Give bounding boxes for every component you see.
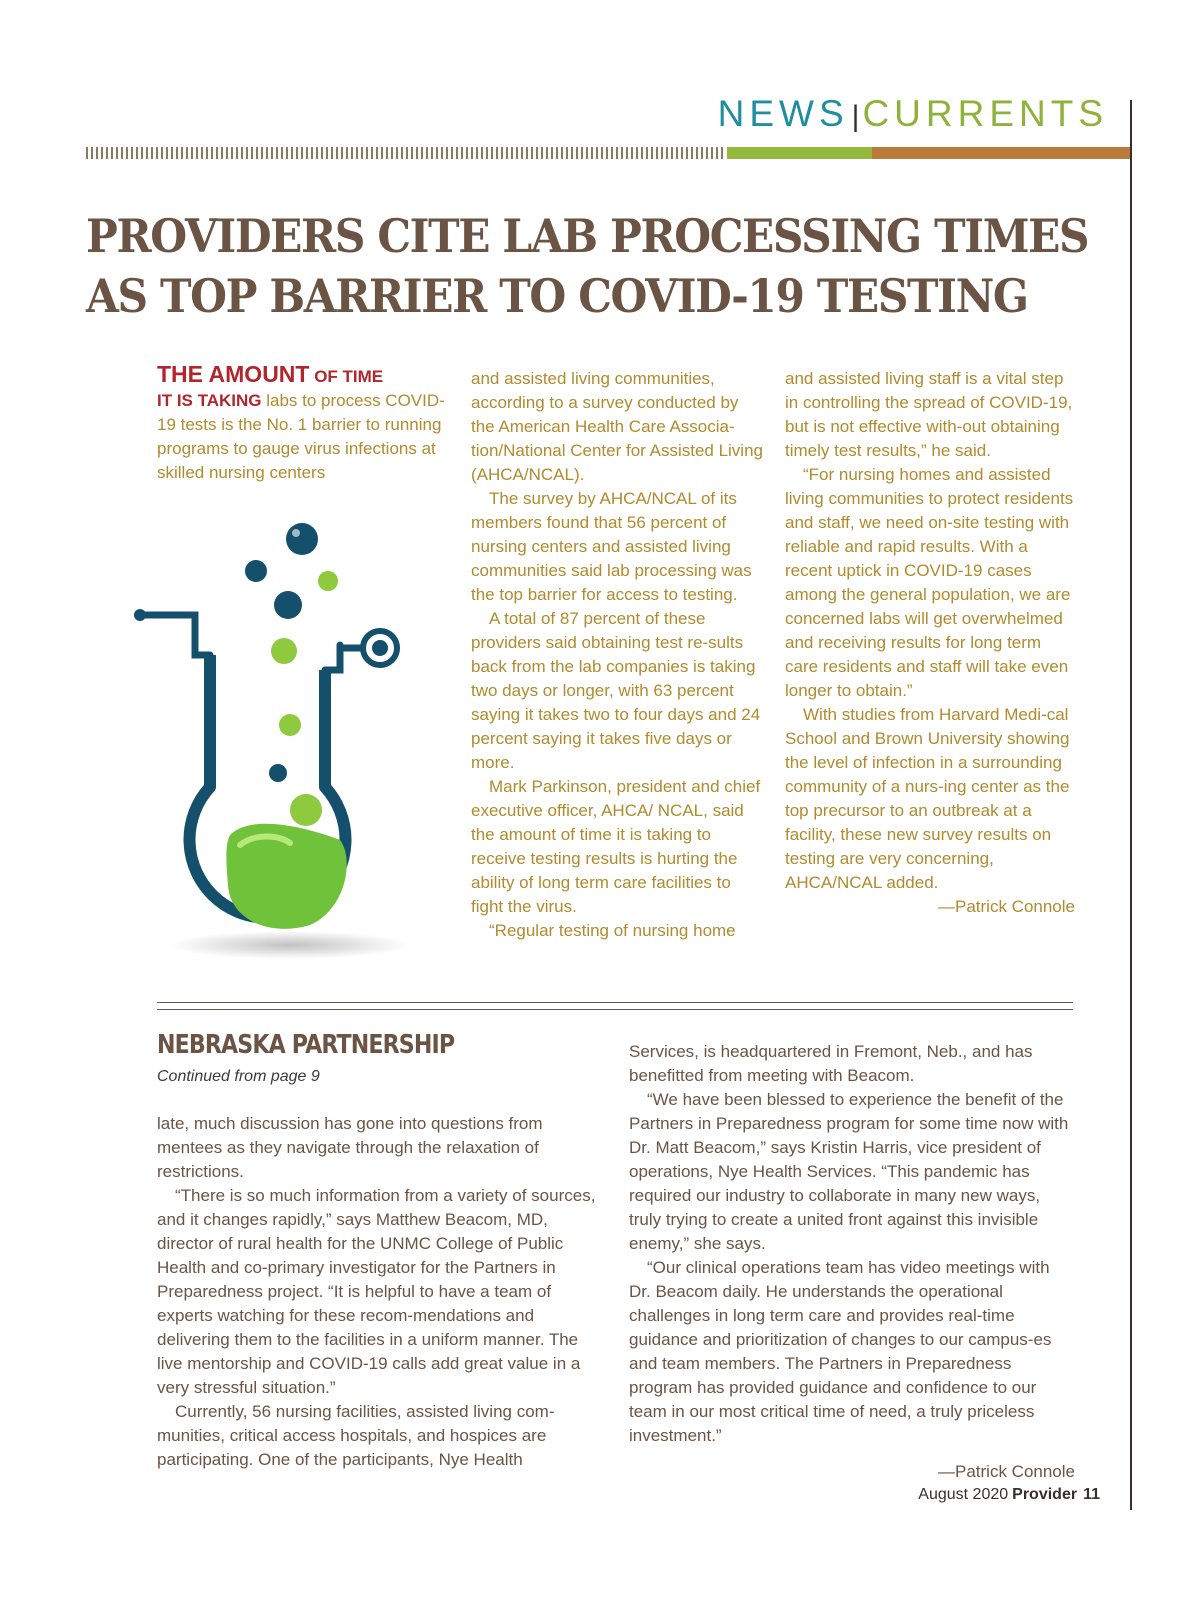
article-divider-bottom	[157, 1009, 1073, 1010]
flask-shadow	[170, 931, 410, 959]
article2-column-2	[629, 1040, 1075, 1484]
article1-col2-para-1: and assisted living communities, according to a survey conducted by the American Health Care Associa-tion/National Center for Assisted Living (AHCA/NCAL).	[471, 369, 763, 484]
article2-column-1	[157, 1112, 597, 1472]
page-edge-rule	[1130, 100, 1132, 1510]
article1-column-2	[471, 367, 763, 943]
article1-col3-para-3: With studies from Harvard Medi-cal School and Brown University showing the level of infection in a surrounding community of a nurs-ing center as the top precursor to an outbreak at a facility, these new survey results on testing are very concerning, AHCA/NCAL added.	[785, 705, 1070, 892]
header-tick-pattern	[86, 147, 726, 159]
article2-col2-para-1: Services, is headquartered in Fremont, Neb., and has benefitted from meeting with Beacom.	[629, 1042, 1033, 1085]
lede-caps: IT IS TAKING	[157, 391, 262, 410]
article-headline	[86, 206, 1089, 326]
article2-col1-para-3: Currently, 56 nursing facilities, assisted living com-munities, critical access hospitals, and hospices are participating. One of the participants, Nye Health	[157, 1402, 555, 1469]
section-header	[718, 92, 1108, 139]
header-color-bar	[86, 147, 1130, 159]
page-footer	[918, 1486, 1100, 1504]
article1-col2-para-4: Mark Parkinson, president and chief executive officer, AHCA/ NCAL, said the amount of time it is taking to receive testing results is hurting the ability of long term care facilities to fight the virus.	[471, 777, 761, 916]
article1-column-3	[785, 367, 1075, 919]
header-green-bar	[727, 147, 872, 159]
continued-from-note: Continued from page 9	[157, 1068, 320, 1085]
article1-col3-para-1: and assisted living staff is a vital step in controlling the spread of COVID-19, but is not effective with-out obtaining timely test results,” he said.	[785, 369, 1073, 460]
section-news: NEWS	[717, 93, 849, 134]
article1-col2-para-5: “Regular testing of nursing home	[489, 921, 736, 940]
article1-signature: —Patrick Connole	[937, 897, 1075, 916]
footer-publication: Provider	[1012, 1486, 1078, 1503]
headline-line-1: PROVIDERS CITE LAB PROCESSING TIMES	[86, 209, 1089, 263]
article1-col2-para-3: A total of 87 percent of these providers said obtaining test re-sults back from the lab companies is taking two days or longer, with 63 percent saying it takes two to four days and 24 percent saying it takes five days or more.	[471, 609, 761, 772]
lede-rest: labs to process COVID-19 tests is the No. 1 barrier to running programs to gauge virus infections at skilled nursing centers	[157, 391, 445, 482]
article2-col1-para-2: “There is so much information from a variety of sources, and it changes rapidly,” says Matthew Beacom, MD, director of rural health for the UNMC College of Public Health and co-primary investigator for the Partners in Preparedness project. “It is helpful to have a team of experts watching for these recom-mendations and delivering them to the facilities in a uniform manner. The live mentorship and COVID-19 calls add great value in a very stressful situation.”	[157, 1186, 596, 1397]
article2-col2-para-3: “Our clinical operations team has video meetings with Dr. Beacom daily. He understands the operational challenges in long term care and provides real-time guidance and prioritization of changes to our campus-es and team members. The Partners in Preparedness program has provided guidance and confidence to our team in our most critical time of need, a truly priceless investment.”	[629, 1258, 1052, 1445]
header-brown-bar	[872, 147, 1130, 159]
lab-flask-stethoscope-icon	[130, 515, 430, 965]
article1-col2-para-2: The survey by AHCA/NCAL of its members found that 56 percent of nursing centers and assisted living communities said lab processing was the top barrier for access to testing.	[471, 489, 752, 604]
article1-lede	[157, 362, 449, 485]
article2-signature: —Patrick Connole	[937, 1462, 1075, 1481]
headline-line-2: AS TOP BARRIER TO COVID-19 TESTING	[86, 269, 1028, 323]
article-divider-top	[157, 1002, 1073, 1003]
article2-col2-para-2: “We have been blessed to experience the benefit of the Partners in Preparedness program for some time now with Dr. Matt Beacom,” says Kristin Harris, vice president of operations, Nye Health Services. “This pandemic has required our industry to collaborate in many new ways, truly trying to create a united front against this invisible enemy,” she says.	[629, 1090, 1069, 1253]
footer-page-number: 11	[1083, 1486, 1100, 1503]
article2-col1-para-1: late, much discussion has gone into questions from mentees as they navigate through the relaxation of restrictions.	[157, 1114, 543, 1181]
footer-date: August 2020	[918, 1486, 1009, 1503]
section-currents: CURRENTS	[862, 93, 1108, 134]
section-separator: |	[851, 100, 860, 133]
lede-small: OF TIME	[309, 367, 384, 386]
article1-col3-para-2: “For nursing homes and assisted living communities to protect residents and staff, we need on-site testing with reliable and rapid results. With a recent uptick in COVID-19 cases among the general population, we are concerned labs will get overwhelmed and receiving results for long term care residents and staff will take even longer to obtain.”	[785, 465, 1074, 700]
lede-big: THE AMOUNT	[157, 361, 310, 387]
article2-headline: NEBRASKA PARTNERSHIP	[157, 1030, 455, 1060]
